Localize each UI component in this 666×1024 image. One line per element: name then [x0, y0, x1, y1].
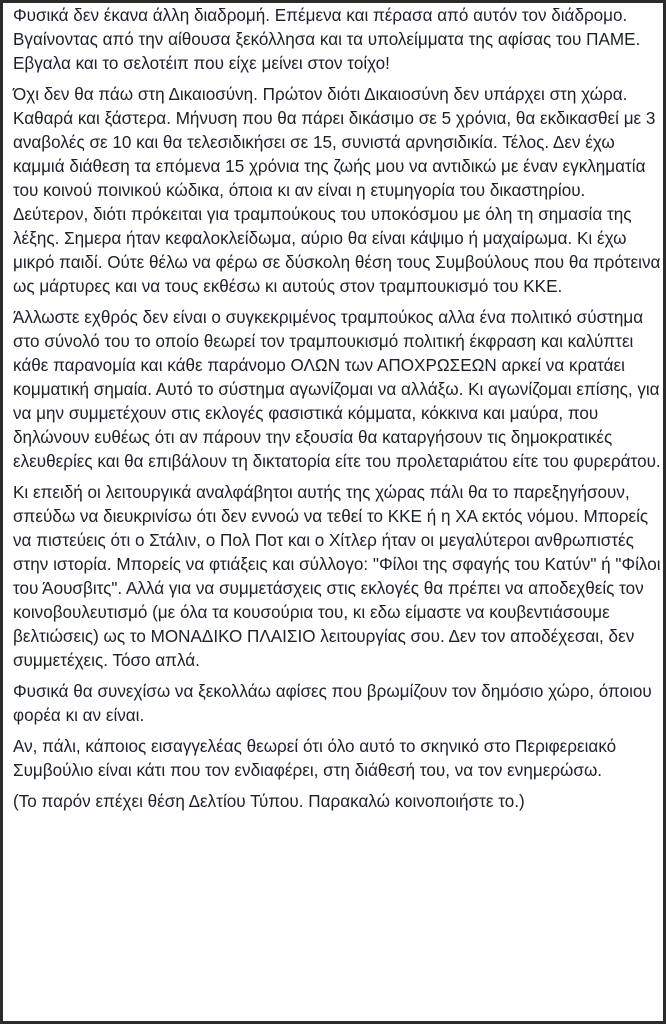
paragraph-1: Φυσικά δεν έκανα άλλη διαδρομή. Επέμενα και πέρασα από αυτόν τον διάδρομο. Βγαίνοντας από την αίθουσα ξεκόλλησα και τα υπολείμματα της αφίσας του ΠΑΜΕ. Εβγαλα και το σελοτέιπ που είχε μείνει στον τοίχο!	[13, 6, 641, 73]
paragraph-2: Όχι δεν θα πάω στη Δικαιοσύνη. Πρώτον διότι Δικαιοσύνη δεν υπάρχει στη χώρα. Καθαρά και ξάστερα. Μήνυση που θα πάρει δικάσιμο σε 5 χρόνια, θα εκδικασθεί με 3 αναβολές σε 10 και θα τελεσιδικήσει σε 15, συνιστά αρνησιδικία. Τέλος. Δεν έχω καμμιά διάθεση τα επόμενα 15 χρόνια της ζωής μου να αντιδικώ με έναν εγκληματία του κοινού ποινικού κώδικα, όποια κι αν είναι η ετυμηγορία του δικαστηρίου. Δεύτερον, διότι πρόκειται για τραμπούκους του υποκόσμου με όλη τη σημασία της λέξης. Σημερα ήταν κεφαλοκλείδωμα, αύριο θα είναι κάψιμο ή μαχαίρωμα. Κι έχω μικρό παιδί. Ούτε θέλω να φέρω σε δύσκολη θέση τους Συμβούλους που θα πρότεινα ως μάρτυρες και να τους εκθέσω κι αυτούς στον τραμπουκισμό του ΚΚΕ.	[13, 85, 661, 296]
paragraph-4: Κι επειδή οι λειτουργικά αναλφάβητοι αυτής της χώρας πάλι θα το παρεξηγήσουν, σπεύδω να διευκρινίσω ότι δεν εννοώ να τεθεί το ΚΚΕ ή η ΧΑ εκτός νόμου. Μπορείς να πιστεύεις ότι ο Στάλιν, ο Πολ Ποτ και ο Χίτλερ ήταν οι μεγαλύτεροι ανθρωπιστές στην ιστορία. Μπορείς να φτιάξεις και σύλλογο: "Φίλοι της σφαγής του Κατύν" ή "Φίλοι του Άουσβιτς". Αλλά για να συμμετάσχεις στις εκλογές θα πρέπει να αποδεχθείς τον κοινοβουλευτισμό (με όλα τα κουσούρια του, κι εδω είμαστε να κουβεντιάσουμε βελτιώσεις) ως το ΜΟΝΑΔΙΚΟ ΠΛΑΙΣΙΟ λειτουργίας σου. Δεν τον αποδέχεσαι, δεν συμμετέχεις. Τόσο απλά.	[13, 483, 661, 670]
paragraph-6: Αν, πάλι, κάποιος εισαγγελέας θεωρεί ότι όλο αυτό το σκηνικό στο Περιφερειακό Συμβούλιο είναι κάτι που τον ενδιαφέρει, στη διάθεσή του, να τον ενημερώσω.	[13, 737, 617, 780]
post-text	[13, 4, 661, 821]
paragraph-3: Άλλωστε εχθρός δεν είναι ο συγκεκριμένος τραμπούκος αλλα ένα πολιτικό σύστημα στο σύνολό του το οποίο θεωρεί τον τραμπουκισμό πολιτική έκφραση και καλύπτει κάθε παρανομία και κάθε παράνομο ΟΛΩΝ των ΑΠΟΧΡΩΣΕΩΝ αρκεί να κρατάει κομματική σημαία. Αυτό το σύστημα αγωνίζομαι να αλλάξω. Κι αγωνίζομαι επίσης, για να μην συμμετέχουν στις εκλογές φασιστικά κόμματα, κόκκινα και μαύρα, που δηλώνουν ευθέως ότι αν πάρουν την εξουσία θα καταργήσουν τις δημοκρατικές ελευθερίες και θα επιβάλουν τη δικτατορία είτε του προλεταριάτου είτε του φυρεράτου.	[13, 308, 661, 471]
paragraph-7: (Το παρόν επέχει θέση Δελτίου Τύπου. Παρακαλώ κοινοποιήστε το.)	[13, 792, 525, 811]
paragraph-5: Φυσικά θα συνεχίσω να ξεκολλάω αφίσες που βρωμίζουν τον δημόσιο χώρο, όποιου φορέα κι αν είναι.	[13, 682, 652, 725]
